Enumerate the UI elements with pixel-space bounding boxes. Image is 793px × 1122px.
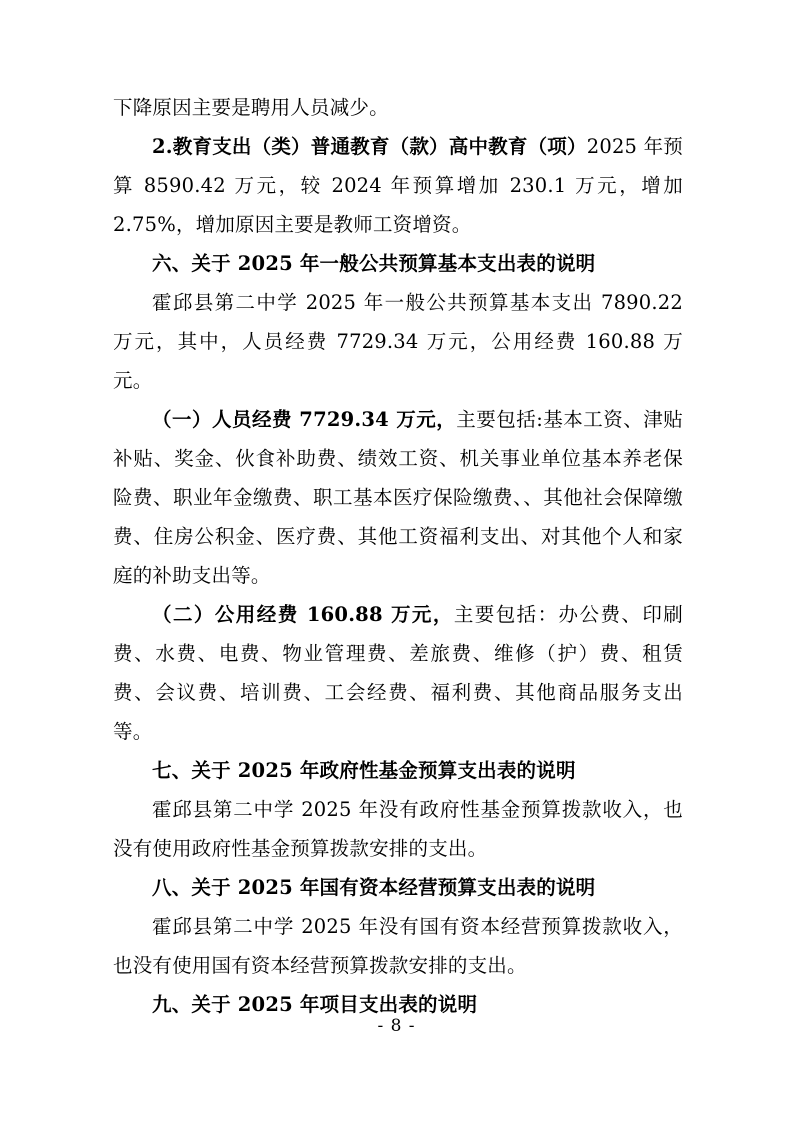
h-section-six — [113, 244, 683, 283]
text-run: 九、关于 2025 年项目支出表的说明 — [152, 993, 478, 1016]
page-number: - 8 - — [377, 1016, 416, 1036]
p-section-eight-body — [113, 907, 683, 985]
text-run: 八、关于 2025 年国有资本经营预算支出表的说明 — [152, 876, 596, 899]
text-run: 主要包括:基本工资、津贴补贴、奖金、伙食补助费、绩效工资、机关事业单位基本养老保险费、职业年金缴费、职工基本医疗保险缴费、、其他社会保障缴费、住房公积金、医疗费、其他工资福利支出、对其他个人和家庭的补助支出等。 — [113, 408, 683, 587]
text-run: 主要包括：办公费、印刷费、水费、电费、物业管理费、差旅费、维修（护）费、租赁费、会议费、培训费、工会经费、福利费、其他商品服务支出等。 — [113, 603, 684, 743]
text-run: 霍邱县第二中学 2025 年一般公共预算基本支出 7890.22 万元，其中，人员经费 7729.34 万元，公用经费 160.88 万元。 — [113, 291, 683, 392]
text-run: 2.教育支出（类）普通教育（款）高中教育（项） — [152, 135, 587, 158]
text-run: （二）公用经费 160.88 万元， — [152, 603, 454, 626]
p-reason-decline — [113, 88, 683, 127]
text-run: 霍邱县第二中学 2025 年没有政府性基金预算拨款收入，也没有使用政府性基金预算拨款安排的支出。 — [113, 798, 683, 860]
p-education-expenditure — [113, 127, 683, 244]
h-section-eight — [113, 868, 683, 907]
text-run: （一）人员经费 7729.34 万元， — [152, 408, 457, 431]
p-public-funds — [113, 595, 683, 751]
h-section-seven — [113, 751, 683, 790]
text-run: 七、关于 2025 年政府性基金预算支出表的说明 — [152, 759, 576, 782]
p-section-seven-body — [113, 790, 683, 868]
text-run: 2025 年预算 8590.42 万元，较 2024 年预算增加 230.1 万元，增加 2.75%，增加原因主要是教师工资增资。 — [113, 135, 683, 236]
p-section-six-body — [113, 283, 683, 400]
text-run: 六、关于 2025 年一般公共预算基本支出表的说明 — [152, 252, 596, 275]
document-body — [113, 88, 683, 1024]
text-run: 霍邱县第二中学 2025 年没有国有资本经营预算拨款收入，也没有使用国有资本经营预算拨款安排的支出。 — [113, 915, 683, 977]
text-run: 下降原因主要是聘用人员减少。 — [113, 96, 389, 119]
p-personnel-funds — [113, 400, 683, 595]
